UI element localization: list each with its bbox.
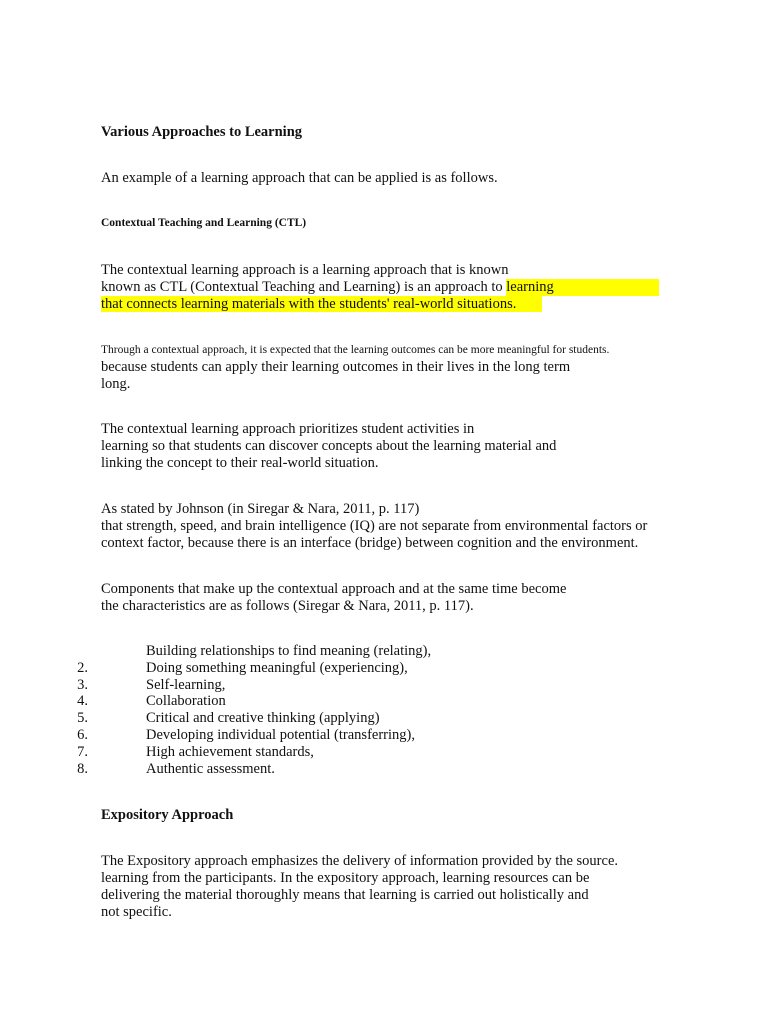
list-item-text: Collaboration	[146, 693, 226, 709]
ctl-p1-line2	[101, 279, 554, 296]
list-item-number: 6.	[77, 727, 88, 743]
list-item-number: 7.	[77, 744, 88, 760]
ctl-p4-line1: As stated by Johnson (in Siregar & Nara, 2011, p. 117)	[101, 501, 420, 517]
list-item-text: Critical and creative thinking (applying)	[146, 710, 380, 726]
ctl-p4-line2: that strength, speed, and brain intelligence (IQ) are not separate from environmental factors or	[101, 518, 648, 534]
ctl-p2-line1: Through a contextual approach, it is expected that the learning outcomes can be more meaningful for students.	[101, 344, 610, 356]
ctl-p1-line2-plain: known as CTL (Contextual Teaching and Learning) is an approach	[101, 279, 488, 295]
ctl-p2-line2: because students can apply their learning outcomes in their lives in the long term	[101, 359, 571, 375]
ctl-p2-line3: long.	[101, 376, 131, 392]
list-item-number: 5.	[77, 710, 88, 726]
list-item-text: Building relationships to find meaning (relating),	[146, 643, 432, 659]
list-item-text: Self-learning,	[146, 677, 226, 693]
ctl-p3-line1: The contextual learning approach prioritizes student activities in	[101, 421, 475, 437]
intro-text: An example of a learning approach that can be applied is as follows.	[101, 170, 498, 186]
ctl-p1-line2-highlighted: to learning	[487, 279, 554, 295]
expository-p1-line1: The Expository approach emphasizes the delivery of information provided by the source.	[101, 853, 619, 869]
ctl-heading: Contextual Teaching and Learning (CTL)	[101, 217, 307, 229]
list-item-text: Authentic assessment.	[146, 761, 275, 777]
ctl-p3-line2: learning so that students can discover concepts about the learning material and	[101, 438, 557, 454]
list-item-number: 3.	[77, 677, 88, 693]
page-title: Various Approaches to Learning	[101, 124, 303, 140]
expository-heading: Expository Approach	[101, 807, 234, 823]
ctl-p5-line2: the characteristics are as follows (Siregar & Nara, 2011, p. 117).	[101, 598, 474, 614]
ctl-p5-line1: Components that make up the contextual approach and at the same time become	[101, 581, 567, 597]
list-item-number: 8.	[77, 761, 88, 777]
ctl-p1-line3-highlighted: that connects learning materials with the students' real-world situations.	[101, 296, 517, 312]
list-item-number: 4.	[77, 693, 88, 709]
list-item-text: Developing individual potential (transferring),	[146, 727, 415, 743]
ctl-p4-line3: context factor, because there is an interface (bridge) between cognition and the environment.	[101, 535, 639, 551]
ctl-p1-line1: The contextual learning approach is a learning approach that is known	[101, 262, 509, 278]
ctl-p3-line3: linking the concept to their real-world situation.	[101, 455, 379, 471]
expository-p1-line4: not specific.	[101, 904, 172, 920]
list-item-text: Doing something meaningful (experiencing),	[146, 660, 408, 676]
expository-p1-line3: delivering the material thoroughly means that learning is carried out holistically and	[101, 887, 589, 903]
list-item-text: High achievement standards,	[146, 744, 314, 760]
list-item-number: 2.	[77, 660, 88, 676]
expository-p1-line2: learning from the participants. In the expository approach, learning resources can be	[101, 870, 590, 886]
